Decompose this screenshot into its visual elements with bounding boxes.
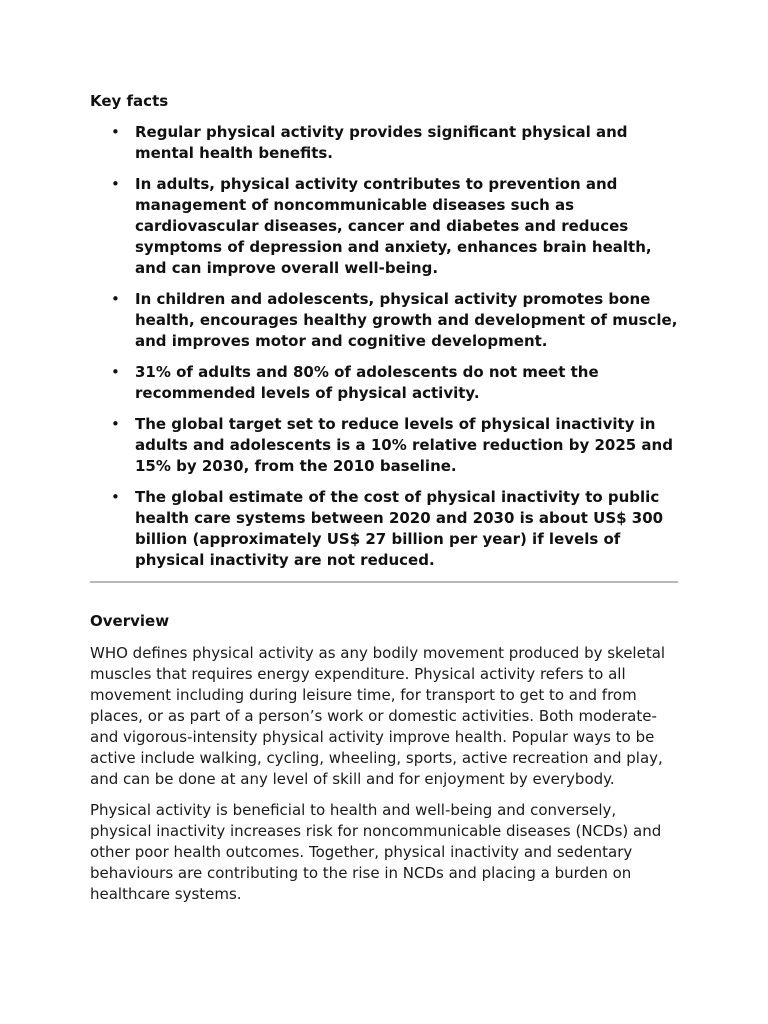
- bullet-icon: •: [111, 415, 120, 433]
- key-fact-item: [90, 122, 678, 164]
- key-facts-list: [90, 122, 678, 571]
- key-fact-text: The global estimate of the cost of physical inactivity to public health care systems between 2020 and 2030 is about US$ 300 billion (approximately US$ 27 billion per year) if levels of physical inactivity are not reduced.: [135, 488, 664, 569]
- bullet-icon: •: [111, 488, 120, 506]
- overview-paragraph: Physical activity is beneficial to health and well-being and conversely, physical inactivity increases risk for noncommunicable diseases (NCDs) and other poor health outcomes. Together, physical inactivity and sedentary behaviours are contributing to the rise in NCDs and placing a burden on healthcare systems.: [90, 801, 662, 903]
- key-fact-text: In adults, physical activity contributes to prevention and management of noncommunicable diseases such as cardiovascular diseases, cancer and diabetes and reduces symptoms of depression and anxiety, enhances brain health, and can improve overall well-being.: [135, 175, 652, 277]
- key-fact-item: [90, 487, 678, 571]
- section-divider: [90, 581, 678, 583]
- overview-paragraph: WHO defines physical activity as any bodily movement produced by skeletal muscles that requires energy expenditure. Physical activity refers to all movement including during leisure time, for transport to get to and from places, or as part of a person’s work or domestic activities. Both moderate- and vigorous-intensity physical activity improve health. Popular ways to be active include walking, cycling, wheeling, sports, active recreation and play, and can be done at any level of skill and for enjoyment by everybody.: [90, 644, 666, 788]
- bullet-icon: •: [111, 290, 120, 308]
- key-fact-item: [90, 289, 678, 352]
- key-fact-item: [90, 362, 678, 404]
- overview-heading: Overview: [90, 612, 170, 630]
- key-fact-item: [90, 414, 678, 477]
- bullet-icon: •: [111, 123, 120, 141]
- key-fact-text: In children and adolescents, physical activity promotes bone health, encourages healthy growth and development of muscle, and improves motor and cognitive development.: [135, 290, 678, 350]
- key-fact-text: The global target set to reduce levels of physical inactivity in adults and adolescents is a 10% relative reduction by 2025 and 15% by 2030, from the 2010 baseline.: [135, 415, 673, 475]
- key-fact-item: [90, 174, 678, 279]
- bullet-icon: •: [111, 175, 120, 193]
- bullet-icon: •: [111, 363, 120, 381]
- key-fact-text: Regular physical activity provides significant physical and mental health benefits.: [135, 123, 628, 162]
- key-facts-heading: Key facts: [90, 92, 169, 110]
- key-fact-text: 31% of adults and 80% of adolescents do not meet the recommended levels of physical activity.: [135, 363, 599, 402]
